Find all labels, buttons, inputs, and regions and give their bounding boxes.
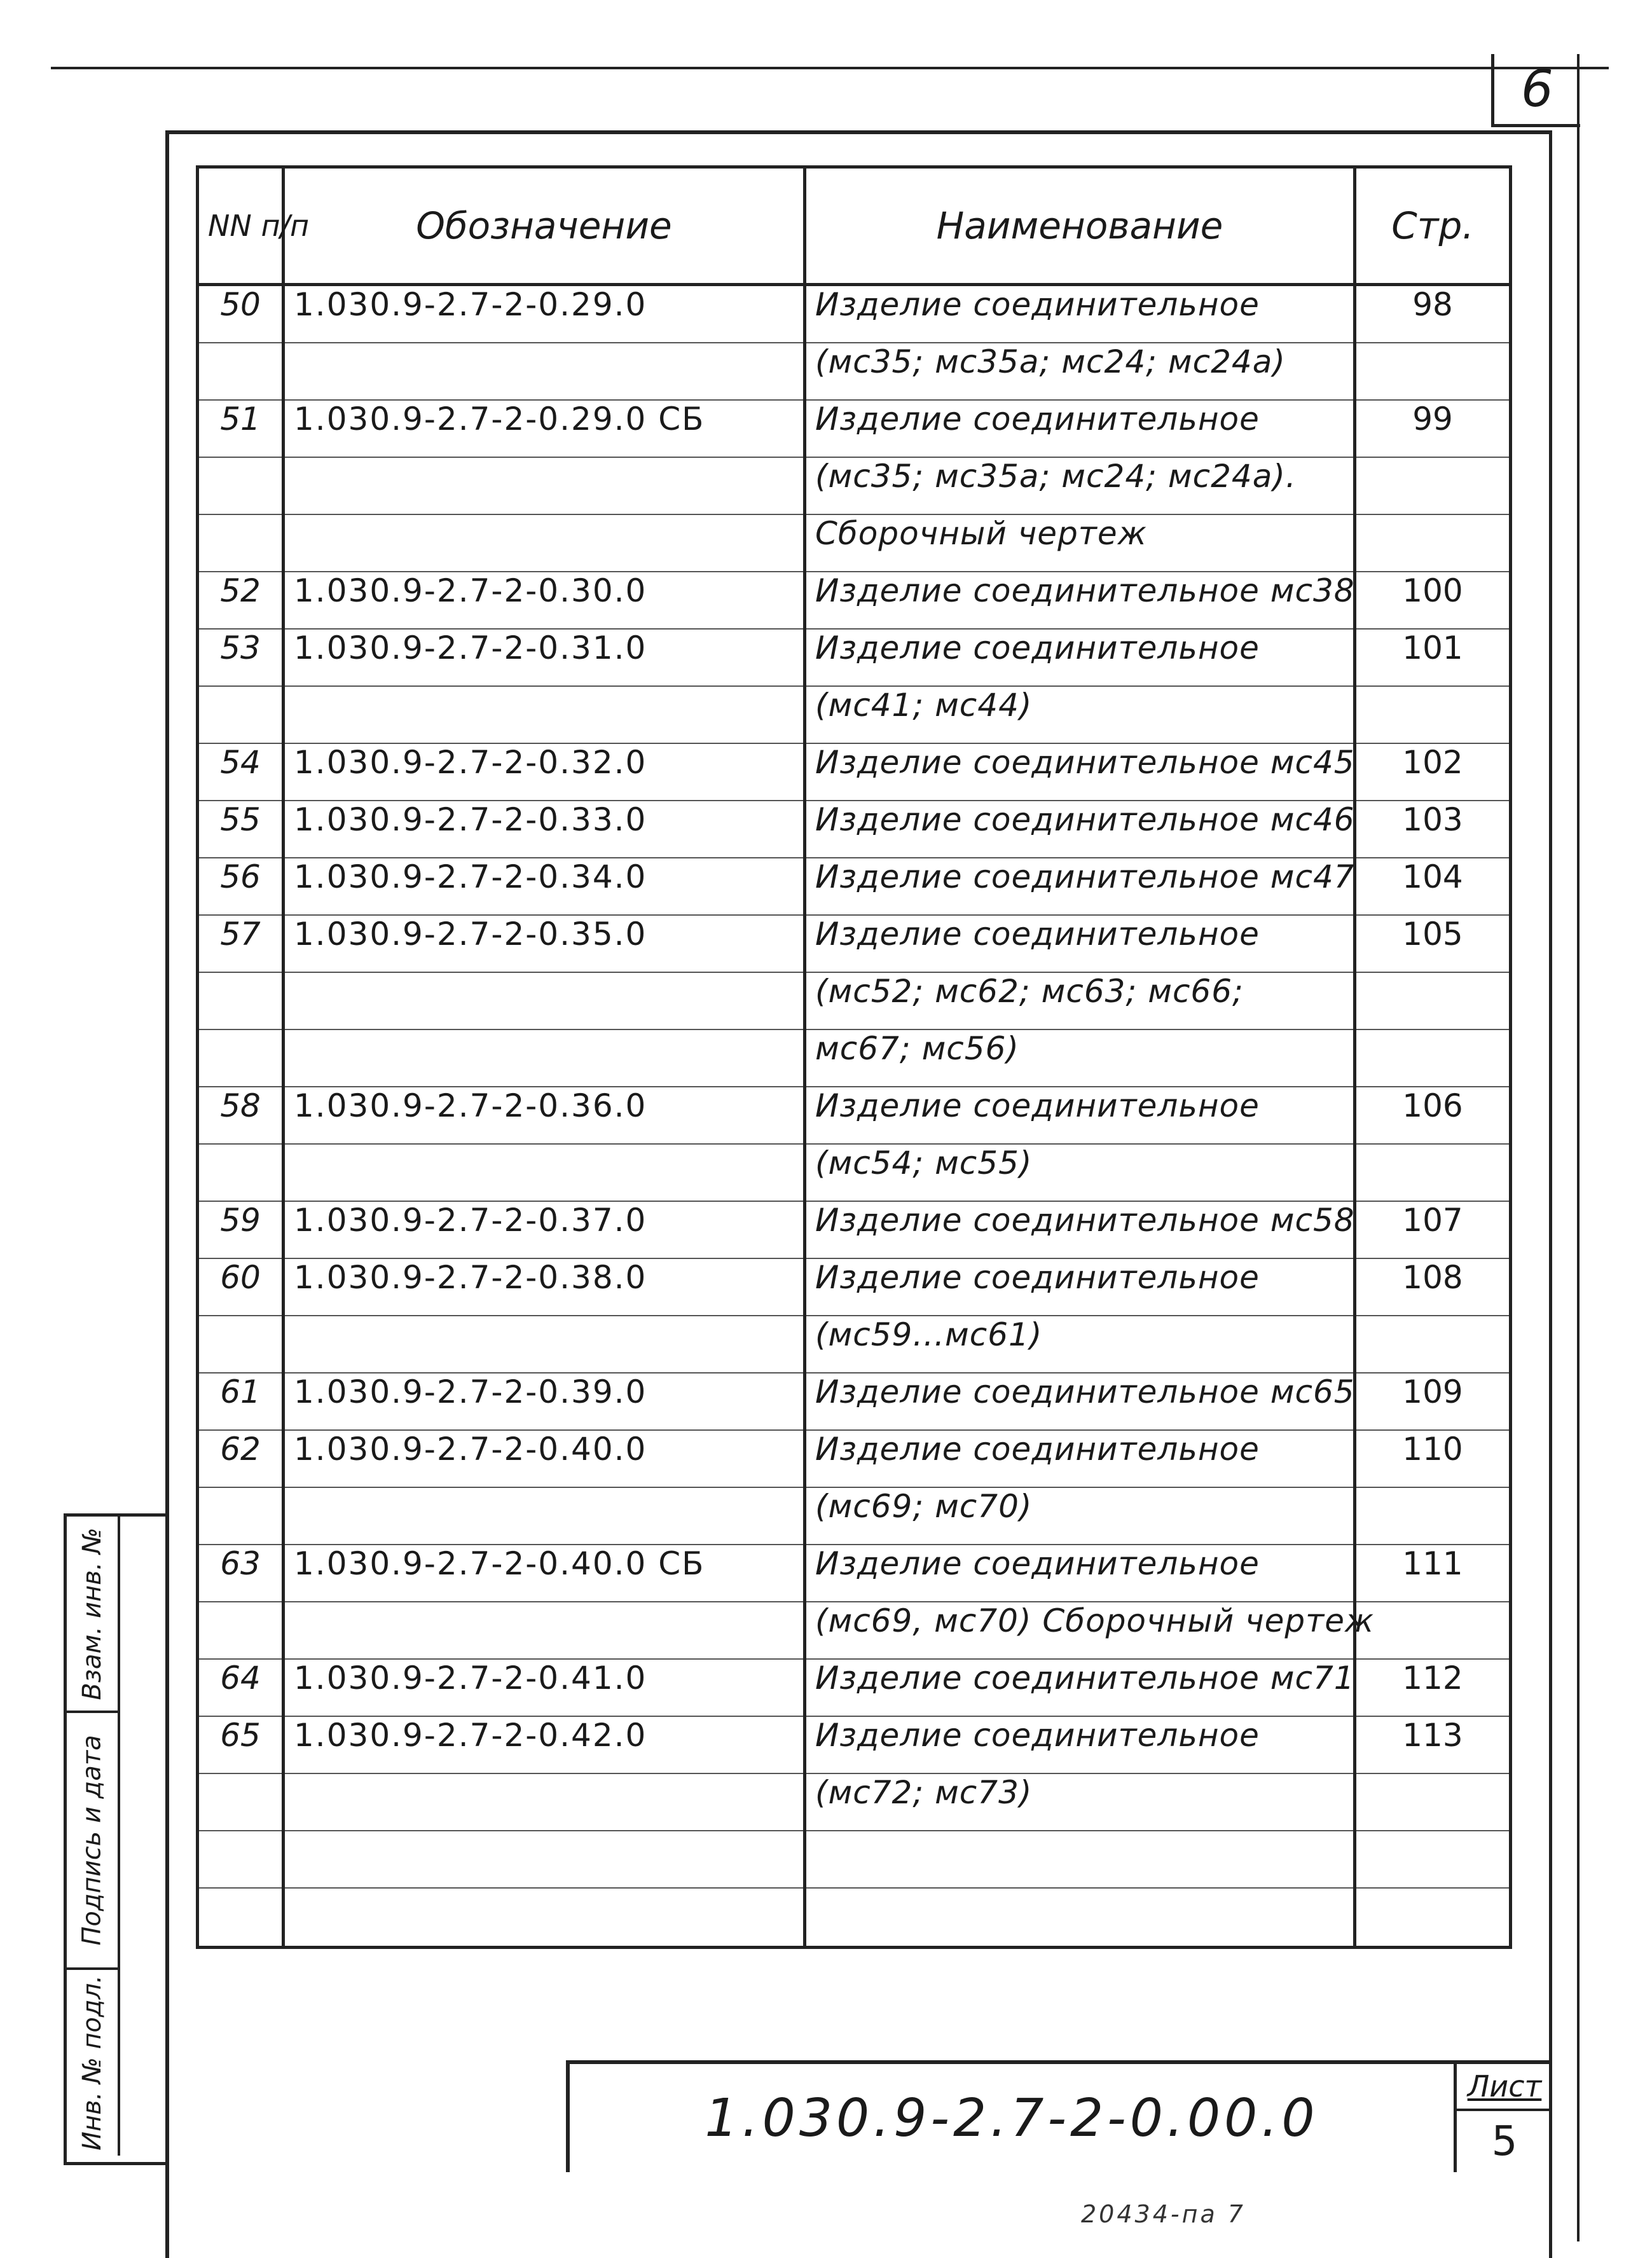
row-number: 51 xyxy=(198,400,284,457)
row-page: 99 xyxy=(1355,400,1511,457)
row-number: 50 xyxy=(198,285,284,343)
row-page xyxy=(1355,972,1511,1029)
table-row xyxy=(198,743,1511,801)
row-page xyxy=(1355,1316,1511,1373)
table-row xyxy=(198,1373,1511,1430)
row-page xyxy=(1355,457,1511,514)
empty-cell xyxy=(284,1831,805,1888)
table-row xyxy=(198,1602,1511,1659)
table-row xyxy=(198,915,1511,972)
row-designation: 1.030.9-2.7-2-0.37.0 xyxy=(284,1201,805,1258)
row-designation: 1.030.9-2.7-2-0.29.0 СБ xyxy=(284,400,805,457)
row-name: Изделие соединительное xyxy=(805,1716,1355,1773)
side-label-replacement: Взам. инв. № xyxy=(78,1527,107,1700)
table-row xyxy=(198,1087,1511,1144)
table-row xyxy=(198,629,1511,686)
row-designation: 1.030.9-2.7-2-0.40.0 xyxy=(284,1430,805,1487)
table-row xyxy=(198,858,1511,915)
row-page: 113 xyxy=(1355,1716,1511,1773)
row-designation: 1.030.9-2.7-2-0.34.0 xyxy=(284,858,805,915)
table-row xyxy=(198,1144,1511,1201)
row-page: 101 xyxy=(1355,629,1511,686)
row-number xyxy=(198,686,284,743)
row-name: Изделие соединительное xyxy=(805,400,1355,457)
empty-cell xyxy=(805,1888,1355,1948)
header-num: NN п/п xyxy=(198,167,284,285)
row-number: 52 xyxy=(198,572,284,629)
row-name: Изделие соединительное мс38 xyxy=(805,572,1355,629)
row-name: (мс69, мс70) Сборочный чертеж xyxy=(805,1602,1355,1659)
row-number xyxy=(198,972,284,1029)
header-name: Наименование xyxy=(805,167,1355,285)
row-page: 102 xyxy=(1355,743,1511,801)
row-designation: 1.030.9-2.7-2-0.41.0 xyxy=(284,1659,805,1716)
table-row xyxy=(198,1258,1511,1316)
row-number xyxy=(198,1316,284,1373)
empty-cell xyxy=(1355,1831,1511,1888)
table-row xyxy=(198,400,1511,457)
side-cell-signature xyxy=(67,1713,120,1970)
row-designation: 1.030.9-2.7-2-0.31.0 xyxy=(284,629,805,686)
top-rule xyxy=(51,67,1609,69)
sheet-number: 5 xyxy=(1491,2118,1518,2165)
table-row xyxy=(198,1201,1511,1258)
row-number: 60 xyxy=(198,1258,284,1316)
row-page: 104 xyxy=(1355,858,1511,915)
row-number xyxy=(198,1144,284,1201)
row-designation: 1.030.9-2.7-2-0.29.0 xyxy=(284,285,805,343)
row-number: 57 xyxy=(198,915,284,972)
row-designation: 1.030.9-2.7-2-0.35.0 xyxy=(284,915,805,972)
row-page xyxy=(1355,686,1511,743)
row-name: Изделие соединительное xyxy=(805,285,1355,343)
row-number: 56 xyxy=(198,858,284,915)
row-designation: 1.030.9-2.7-2-0.33.0 xyxy=(284,801,805,858)
row-designation xyxy=(284,1773,805,1831)
specification-table xyxy=(196,165,1512,1949)
row-designation xyxy=(284,686,805,743)
row-name: Изделие соединительное мс58 xyxy=(805,1201,1355,1258)
table-row xyxy=(198,572,1511,629)
header-designation: Обозначение xyxy=(284,167,805,285)
row-designation xyxy=(284,514,805,572)
row-number xyxy=(198,1773,284,1831)
table-row xyxy=(198,1487,1511,1545)
row-designation xyxy=(284,1144,805,1201)
row-name: (мс35; мс35а; мс24; мс24а) xyxy=(805,343,1355,400)
row-name: Изделие соединительное xyxy=(805,1258,1355,1316)
table-body xyxy=(198,285,1511,1948)
row-designation: 1.030.9-2.7-2-0.42.0 xyxy=(284,1716,805,1773)
table-row xyxy=(198,1316,1511,1373)
row-designation: 1.030.9-2.7-2-0.36.0 xyxy=(284,1087,805,1144)
side-label-inventory: Инв. № подл. xyxy=(78,1975,107,2151)
row-page xyxy=(1355,1487,1511,1545)
footer-reference: 20434-па 7 xyxy=(1081,2200,1246,2228)
side-label-signature: Подпись и дата xyxy=(78,1735,107,1946)
table-row xyxy=(198,514,1511,572)
header-page: Стр. xyxy=(1355,167,1511,285)
row-name: Сборочный чертеж xyxy=(805,514,1355,572)
row-page: 108 xyxy=(1355,1258,1511,1316)
page-corner-number: 6 xyxy=(1491,54,1580,127)
title-block xyxy=(566,2060,1549,2172)
row-page: 107 xyxy=(1355,1201,1511,1258)
sheet-box xyxy=(1454,2064,1552,2172)
row-name: Изделие соединительное мс71 xyxy=(805,1659,1355,1716)
row-name: (мс54; мс55) xyxy=(805,1144,1355,1201)
row-number xyxy=(198,1602,284,1659)
table-row xyxy=(198,285,1511,343)
row-page xyxy=(1355,514,1511,572)
row-name: (мс35; мс35а; мс24; мс24а). xyxy=(805,457,1355,514)
empty-cell xyxy=(198,1831,284,1888)
row-page: 103 xyxy=(1355,801,1511,858)
table-row xyxy=(198,457,1511,514)
table-row xyxy=(198,1716,1511,1773)
row-name: Изделие соединительное мс65 xyxy=(805,1373,1355,1430)
table-row xyxy=(198,1659,1511,1716)
row-name: Изделие соединительное xyxy=(805,629,1355,686)
sheet-label: Лист xyxy=(1457,2064,1552,2111)
row-designation xyxy=(284,972,805,1029)
row-designation xyxy=(284,457,805,514)
table-row xyxy=(198,1430,1511,1487)
row-page: 111 xyxy=(1355,1545,1511,1602)
row-page xyxy=(1355,1602,1511,1659)
row-designation: 1.030.9-2.7-2-0.32.0 xyxy=(284,743,805,801)
row-number: 58 xyxy=(198,1087,284,1144)
row-page: 106 xyxy=(1355,1087,1511,1144)
table-header-row xyxy=(198,167,1511,285)
empty-row xyxy=(198,1831,1511,1888)
empty-cell xyxy=(284,1888,805,1948)
row-number: 55 xyxy=(198,801,284,858)
row-number: 65 xyxy=(198,1716,284,1773)
row-number: 63 xyxy=(198,1545,284,1602)
side-cell-inventory xyxy=(67,1970,120,2156)
row-number xyxy=(198,457,284,514)
row-number: 61 xyxy=(198,1373,284,1430)
row-number xyxy=(198,343,284,400)
table-row xyxy=(198,686,1511,743)
row-page: 105 xyxy=(1355,915,1511,972)
row-number xyxy=(198,1029,284,1087)
table-row xyxy=(198,1029,1511,1087)
row-number xyxy=(198,1487,284,1545)
table-row xyxy=(198,343,1511,400)
row-page xyxy=(1355,1773,1511,1831)
row-name: (мс52; мс62; мс63; мс66; xyxy=(805,972,1355,1029)
row-page: 100 xyxy=(1355,572,1511,629)
row-name: мс67; мс56) xyxy=(805,1029,1355,1087)
row-page xyxy=(1355,1144,1511,1201)
row-designation xyxy=(284,1029,805,1087)
row-name: (мс72; мс73) xyxy=(805,1773,1355,1831)
row-designation xyxy=(284,343,805,400)
table-row xyxy=(198,1773,1511,1831)
row-page: 112 xyxy=(1355,1659,1511,1716)
row-name: (мс69; мс70) xyxy=(805,1487,1355,1545)
row-designation xyxy=(284,1487,805,1545)
document-code: 1.030.9-2.7-2-0.00.0 xyxy=(705,2088,1319,2149)
empty-cell xyxy=(805,1831,1355,1888)
row-name: Изделие соединительное xyxy=(805,915,1355,972)
table-row xyxy=(198,1545,1511,1602)
row-number xyxy=(198,514,284,572)
row-page: 110 xyxy=(1355,1430,1511,1487)
row-designation: 1.030.9-2.7-2-0.38.0 xyxy=(284,1258,805,1316)
row-designation: 1.030.9-2.7-2-0.40.0 СБ xyxy=(284,1545,805,1602)
row-number: 64 xyxy=(198,1659,284,1716)
right-rule xyxy=(1577,54,1580,2241)
row-number: 53 xyxy=(198,629,284,686)
row-name: Изделие соединительное xyxy=(805,1545,1355,1602)
row-number: 59 xyxy=(198,1201,284,1258)
empty-cell xyxy=(198,1888,284,1948)
row-designation xyxy=(284,1602,805,1659)
row-page: 109 xyxy=(1355,1373,1511,1430)
row-page xyxy=(1355,343,1511,400)
row-name: Изделие соединительное xyxy=(805,1087,1355,1144)
side-stamp xyxy=(64,1513,169,2165)
row-name: Изделие соединительное мс45 xyxy=(805,743,1355,801)
row-name: Изделие соединительное мс47 xyxy=(805,858,1355,915)
side-cell-replacement xyxy=(67,1517,120,1713)
row-number: 62 xyxy=(198,1430,284,1487)
table-row xyxy=(198,801,1511,858)
row-number: 54 xyxy=(198,743,284,801)
row-designation xyxy=(284,1316,805,1373)
row-designation: 1.030.9-2.7-2-0.30.0 xyxy=(284,572,805,629)
row-designation: 1.030.9-2.7-2-0.39.0 xyxy=(284,1373,805,1430)
empty-cell xyxy=(1355,1888,1511,1948)
row-page: 98 xyxy=(1355,285,1511,343)
row-name: Изделие соединительное xyxy=(805,1430,1355,1487)
row-name: (мс59...мс61) xyxy=(805,1316,1355,1373)
row-name: (мс41; мс44) xyxy=(805,686,1355,743)
table-row xyxy=(198,972,1511,1029)
row-page xyxy=(1355,1029,1511,1087)
empty-row xyxy=(198,1888,1511,1948)
row-name: Изделие соединительное мс46 xyxy=(805,801,1355,858)
